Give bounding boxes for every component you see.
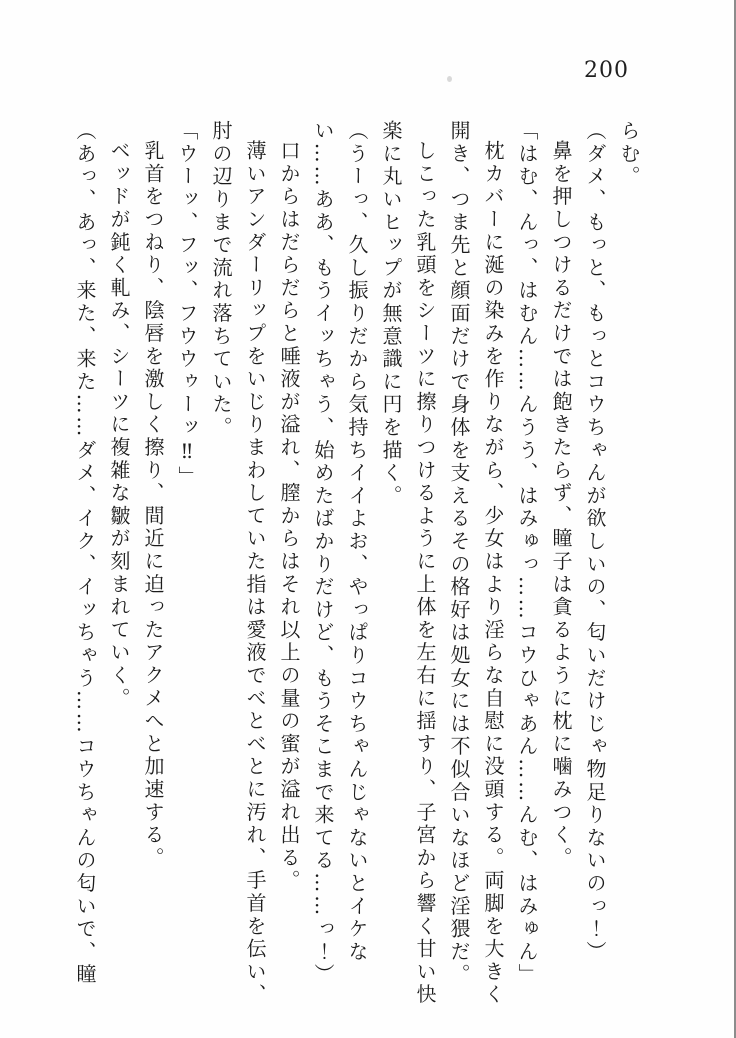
body-text bbox=[64, 120, 646, 1010]
paragraph: 口からはだらだらと唾液が溢れ、膣からはそれ以上の量の蜜が溢れ出る。 bbox=[277, 140, 301, 893]
paragraph: （あっ、あっ、来た、来た……ダメ、イク、イッちゃう……コウちゃんの匂いで、瞳 bbox=[73, 120, 97, 987]
scan-artifact bbox=[447, 76, 452, 82]
paragraph: 鼻を押しつけるだけでは飽きたらず、瞳子は貪るように枕に噛みつく。 bbox=[549, 140, 573, 870]
paragraph: 「はむ、んっ、はむん……んうう、はみゅっ……コウひゃあん……んむ、はみゅん」 bbox=[515, 120, 539, 987]
paragraph: 薄いアンダーリップをいじりまわしていた指は愛液でべとべとに汚れ、手首を伝い、肘の辺りまで流れ落ちていた。 bbox=[209, 120, 267, 1007]
paragraph: しこった乳頭をシーツに擦りつけるように上体を左右に揺すり、子宮から響く甘い快楽に丸いヒップが無意識に円を描く。 bbox=[379, 120, 437, 1007]
paragraph: （ダメ、もっと、もっとコウちゃんが欲しいの、匂いだけじゃ物足りないのっ！） bbox=[583, 120, 607, 964]
page-number: 200 bbox=[584, 58, 629, 83]
paragraph: 「ウーッ、フッ、フウウゥーッ‼」 bbox=[175, 120, 199, 489]
paragraph: らむ。 bbox=[617, 120, 641, 189]
paragraph: ベッドが鈍く軋み、シーツに複雑な皺が刻まれていく。 bbox=[107, 140, 131, 710]
paragraph: （うーっ、久し振りだから気持ちイイよお、やっぱりコウちゃんじゃないとイケない……ああ、もうイッちゃう、始めたばかりだけど、もうそこまで来てる……っ！） bbox=[311, 120, 369, 987]
paragraph: 乳首をつねり、陰唇を激しく擦り、間近に迫ったアクメへと加速する。 bbox=[141, 140, 165, 870]
paragraph: 枕カバーに涎の染みを作りながら、少女はより淫らな自慰に没頭する。両脚を大きく開き、つま先と顔面だけで身体を支えるその格好は処女には不似合いなほど淫猥だ。 bbox=[447, 120, 505, 1007]
